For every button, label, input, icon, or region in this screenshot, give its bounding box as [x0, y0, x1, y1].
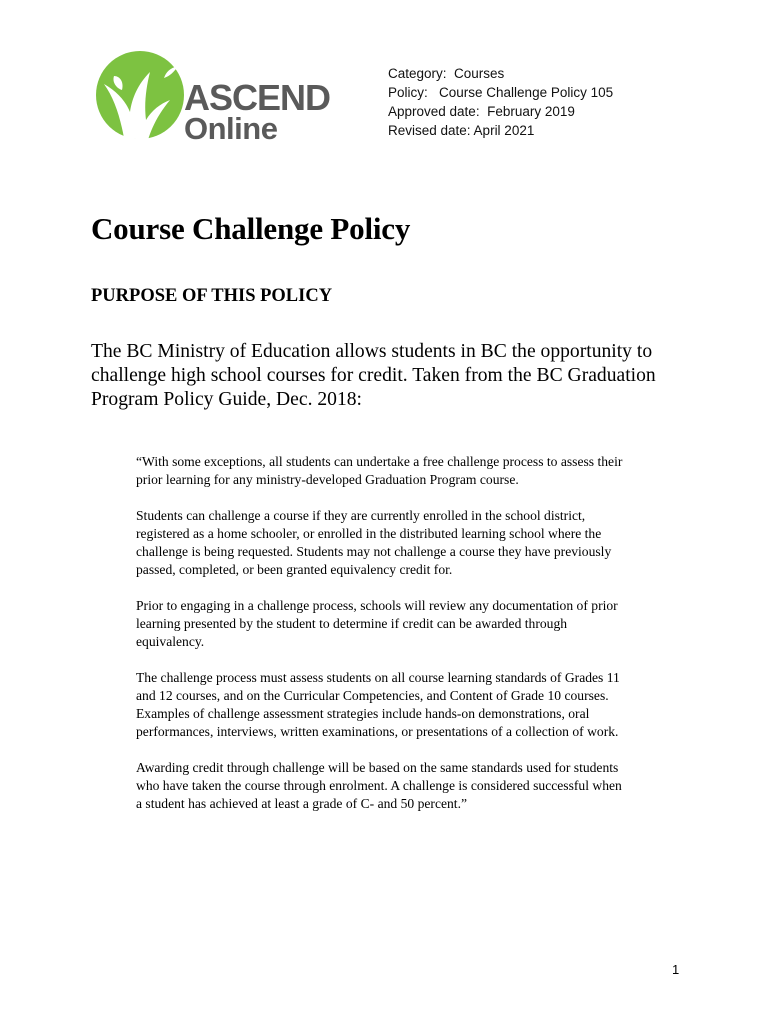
logo-line1: ASCEND — [184, 77, 330, 118]
quote-line: The challenge process must assess students on all course learning standards of Grades 11 — [136, 670, 620, 685]
quote-line: Students can challenge a course if they are currently enrolled in the school district, — [136, 508, 586, 523]
quote-paragraph — [136, 597, 696, 651]
quote-line: prior learning for any ministry-developed Graduation Program course. — [136, 472, 519, 487]
policy-quote — [136, 453, 696, 831]
quote-line: learning presented by the student to determine if credit can be awarded through — [136, 616, 568, 631]
quote-line: Prior to engaging in a challenge process, schools will review any documentation of prior — [136, 598, 618, 613]
quote-line: passed, completed, or been granted equivalency credit for. — [136, 562, 453, 577]
meta-policy: Policy: Course Challenge Policy 105 — [388, 85, 614, 100]
quote-line: registered as a home schooler, or enrolled in the distributed learning school where the — [136, 526, 602, 541]
meta-revised-date: Revised date: April 2021 — [388, 123, 535, 138]
logo-line2: Online — [184, 111, 278, 146]
page-number: 1 — [672, 962, 680, 977]
quote-paragraph — [136, 759, 696, 813]
meta-approved-date: Approved date: February 2019 — [388, 104, 575, 119]
quote-line: Awarding credit through challenge will be based on the same standards used for students — [136, 760, 619, 775]
quote-line: who have taken the course through enrolment. A challenge is considered successful when — [136, 778, 622, 793]
document-title: Course Challenge Policy — [91, 211, 411, 246]
quote-line: challenge is being requested. Students may not challenge a course they have previously — [136, 544, 612, 559]
policy-metadata — [388, 64, 613, 140]
quote-line: “With some exceptions, all students can undertake a free challenge process to assess their — [136, 454, 623, 469]
quote-line: performances, interviews, written examinations, or presentations of a collection of work. — [136, 724, 619, 739]
intro-line: The BC Ministry of Education allows students in BC the opportunity to — [91, 341, 653, 362]
quote-line: and 12 courses, and on the Curricular Competencies, and Content of Grade 10 courses. — [136, 688, 609, 703]
quote-line: a student has achieved at least a grade of C- and 50 percent.” — [136, 796, 468, 811]
intro-line: Program Policy Guide, Dec. 2018: — [91, 389, 363, 410]
intro-paragraph — [91, 340, 691, 412]
quote-paragraph — [136, 507, 696, 579]
quote-paragraph — [136, 669, 696, 741]
section-heading: PURPOSE OF THIS POLICY — [91, 286, 333, 306]
quote-line: Examples of challenge assessment strategies include hands-on demonstrations, oral — [136, 706, 590, 721]
quote-paragraph — [136, 453, 696, 489]
intro-line: challenge high school courses for credit. Taken from the BC Graduation — [91, 365, 656, 386]
meta-category: Category: Courses — [388, 66, 505, 81]
ascend-online-logo — [94, 46, 330, 146]
quote-line: equivalency. — [136, 634, 205, 649]
